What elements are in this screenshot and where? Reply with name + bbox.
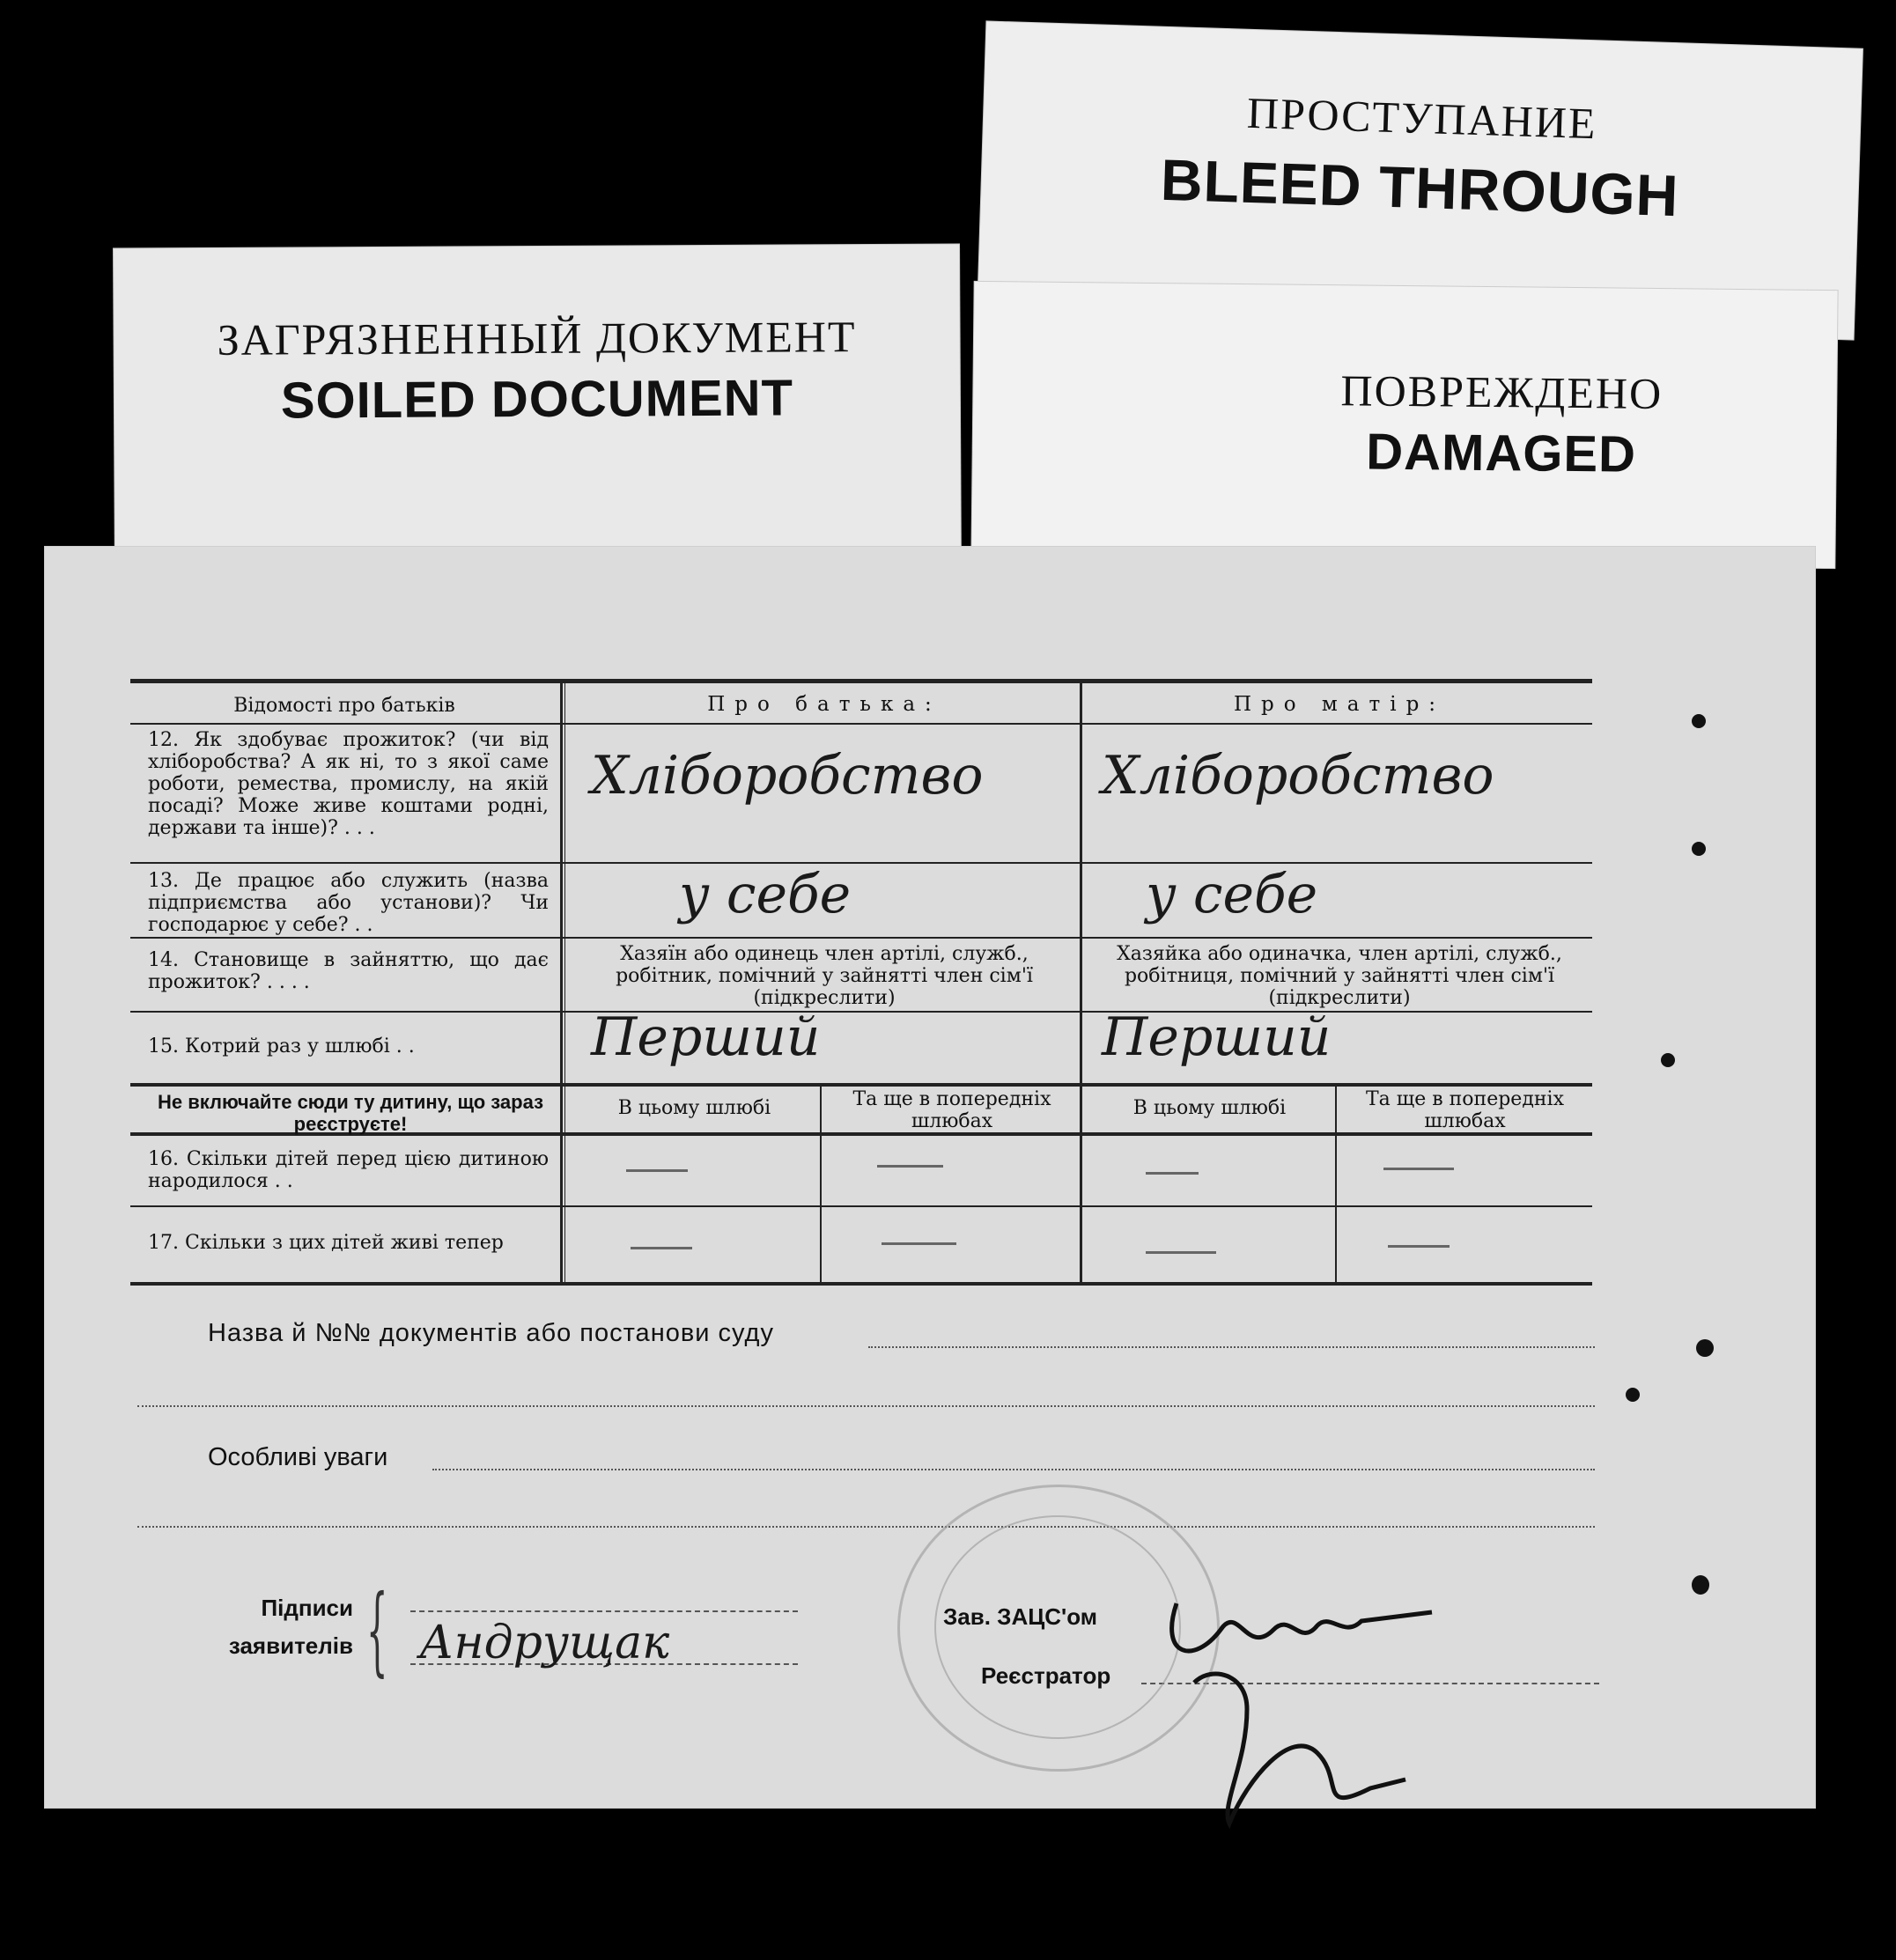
question-15: 15. Котрий раз у шлюбі . .	[148, 1035, 415, 1057]
mother-marriage-count-handwritten: Перший	[1102, 1006, 1332, 1068]
table-col-rule	[560, 679, 563, 1285]
documents-line-2	[137, 1405, 1595, 1407]
documents-label: Назва й №№ документів або постанови суду	[208, 1319, 774, 1347]
applicant-signature: Андрущак	[419, 1617, 670, 1669]
table-rule	[130, 1205, 1592, 1207]
dash-mark	[626, 1169, 688, 1172]
punch-hole	[1692, 714, 1706, 728]
mother-workplace-handwritten: у себе	[1146, 864, 1318, 925]
documents-line	[868, 1346, 1595, 1348]
punch-hole	[1692, 842, 1706, 856]
dash-mark	[1146, 1172, 1199, 1175]
table-rule	[130, 862, 1592, 864]
signatures-label-1: Підписи	[261, 1595, 353, 1621]
registrar-label: Реєстратор	[981, 1662, 1111, 1689]
father-workplace-handwritten: у себе	[679, 864, 852, 925]
dash-mark	[1146, 1251, 1216, 1254]
table-col-rule	[1080, 679, 1082, 1285]
table-bottom-rule	[130, 1282, 1592, 1286]
dash-mark	[631, 1247, 692, 1249]
table-col-rule	[1335, 1083, 1337, 1285]
punch-hole	[1626, 1388, 1640, 1402]
col-prev-marriages-father: Та ще в попередніх шлюбах	[852, 1088, 1051, 1132]
dash-mark	[1383, 1168, 1454, 1170]
col-this-marriage-father: В цьому шлюбі	[617, 1097, 771, 1119]
col-this-marriage-mother: В цьому шлюбі	[1132, 1097, 1287, 1119]
mother-occupation-options: Хазяйка або одиначка, член артілі, служб., робітниця, помічний у зайнятті член сім'ї (підкреслити)	[1117, 943, 1562, 1009]
notes-line-2	[137, 1526, 1595, 1528]
damaged-ru-label: ПОВРЕЖДЕНО	[1340, 365, 1664, 419]
table-rule	[130, 937, 1592, 939]
warning-note: Не включайте сюди ту дитину, що зараз реєструєте!	[157, 1091, 544, 1135]
brace-icon: {	[366, 1573, 388, 1686]
father-marriage-count-handwritten: Перший	[591, 1006, 821, 1068]
table-rule	[130, 1011, 1592, 1013]
col-prev-marriages-mother: Та ще в попередніх шлюбах	[1366, 1088, 1564, 1132]
question-17: 17. Скільки з цих дітей живі тепер	[148, 1232, 504, 1254]
father-occupation-options: Хазяїн або одинець член артілі, служб., робітник, помічний у зайнятті член сім'ї (підкреслити)	[616, 943, 1033, 1009]
question-14: 14. Становище в зайняттю, що дає прожиток? . . . .	[148, 949, 549, 993]
signatures-label-2: заявителів	[228, 1632, 353, 1659]
table-col-rule	[564, 679, 565, 1285]
bleed-ru-label: ПРОСТУПАНИЕ	[1246, 87, 1598, 149]
header-parents: Відомості про батьків	[233, 695, 455, 717]
table-top-rule	[130, 679, 1592, 683]
bleed-en-label: BLEED THROUGH	[1159, 146, 1680, 229]
soiled-ru-label: ЗАГРЯЗНЕННЫЙ ДОКУМЕНТ	[217, 312, 857, 365]
form-sheet	[44, 546, 1816, 1809]
table-rule	[130, 723, 1592, 725]
damaged-en-label: DAMAGED	[1365, 423, 1637, 483]
question-12: 12. Як здобуває прожиток? (чи від хліборобства? А як ні, то з якої саме роботи, ремества, промислу, на якій посаді? Може живе коштами родні, держави та інше)? . . .	[148, 729, 549, 839]
signature-line-1	[410, 1610, 798, 1612]
mother-occupation-handwritten: Хліборобство	[1102, 745, 1494, 807]
punch-hole	[1692, 1575, 1709, 1595]
notes-line	[432, 1469, 1595, 1470]
dash-mark	[1388, 1245, 1450, 1248]
official-signatures	[1141, 1551, 1511, 1841]
head-label: Зав. ЗАЦС'ом	[943, 1603, 1097, 1630]
soiled-en-label: SOILED DOCUMENT	[280, 369, 794, 430]
table-rule	[130, 1083, 1592, 1087]
header-father: Про батька:	[707, 693, 941, 716]
soiled-document-card	[114, 244, 961, 574]
father-occupation-handwritten: Хліборобство	[591, 745, 984, 807]
punch-hole	[1661, 1053, 1675, 1067]
header-mother: Про матір:	[1233, 693, 1446, 716]
question-16: 16. Скільки дітей перед цією дитиною народилося . .	[148, 1148, 549, 1192]
notes-label: Особливі уваги	[208, 1443, 388, 1471]
dash-mark	[877, 1165, 943, 1168]
punch-hole	[1696, 1339, 1714, 1357]
table-col-rule	[820, 1083, 822, 1285]
dash-mark	[882, 1242, 956, 1245]
question-13: 13. Де працює або служить (назва підприємства або установи)? Чи господарює у себе? . .	[148, 870, 549, 936]
damaged-card	[971, 282, 1837, 568]
